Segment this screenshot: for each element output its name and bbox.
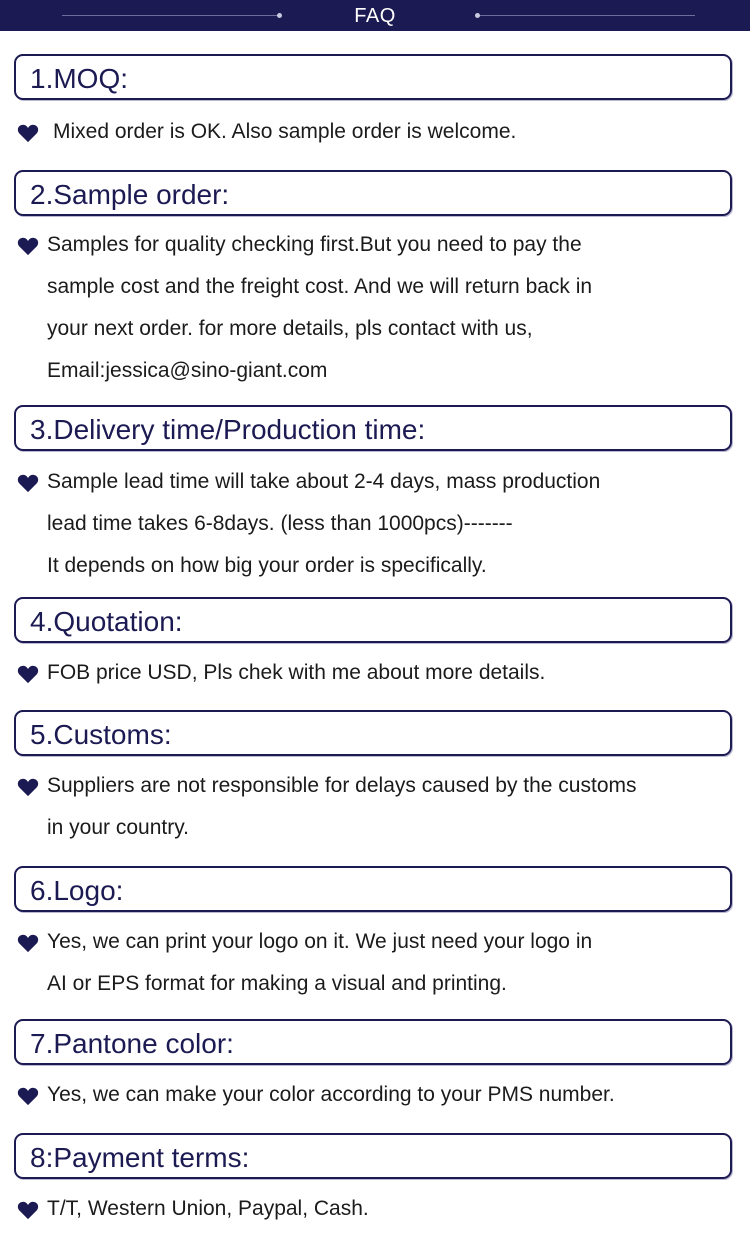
answer-line: Suppliers are not responsible for delays caused by the customs (47, 774, 637, 797)
heart-bullet-icon (17, 236, 39, 256)
section-title: 2.Sample order: (30, 179, 230, 210)
answer-pantone-color (47, 1074, 737, 1116)
answer-line: T/T, Western Union, Paypal, Cash. (47, 1197, 369, 1220)
section-heading-quotation (14, 597, 732, 643)
page-title: FAQ (354, 5, 396, 27)
answer-line: sample cost and the freight cost. And we will return back in (47, 275, 593, 298)
answer-sample-order (47, 224, 737, 392)
heart-bullet-icon (17, 777, 39, 797)
answer-line: Sample lead time will take about 2-4 days, mass production (47, 470, 601, 493)
heart-bullet-icon (17, 664, 39, 684)
section-heading-logo (14, 866, 732, 912)
answer-line: It depends on how big your order is specifically. (47, 554, 487, 577)
heart-bullet-icon (17, 1200, 39, 1220)
answer-line: lead time takes 6-8days. (less than 1000pcs)------- (47, 512, 513, 535)
section-title: 8:Payment terms: (30, 1142, 250, 1173)
answer-line: Yes, we can make your color according to your PMS number. (47, 1083, 615, 1106)
section-heading-delivery-time (14, 405, 732, 451)
answer-line: Yes, we can print your logo on it. We just need your logo in (47, 930, 593, 953)
section-heading-sample-order (14, 170, 732, 216)
answer-line: in your country. (47, 816, 190, 839)
answer-line: FOB price USD, Pls chek with me about more details. (47, 661, 546, 684)
answer-moq (53, 111, 743, 153)
section-title: 3.Delivery time/Production time: (30, 414, 426, 445)
header-rule-right (480, 15, 695, 16)
answer-quotation (47, 652, 737, 694)
heart-bullet-icon (17, 473, 39, 493)
section-title: 7.Pantone color: (30, 1028, 234, 1059)
answer-line: your next order. for more details, pls contact with us, (47, 317, 533, 340)
section-title: 1.MOQ: (30, 63, 129, 94)
section-heading-moq (14, 54, 732, 100)
section-title: 4.Quotation: (30, 606, 183, 637)
answer-line: Mixed order is OK. Also sample order is welcome. (53, 120, 517, 143)
section-heading-payment-terms (14, 1133, 732, 1179)
faq-header-bar (0, 0, 750, 31)
answer-line: Email:jessica@sino-giant.com (47, 359, 328, 382)
answer-payment-terms (47, 1188, 737, 1230)
answer-logo (47, 921, 737, 1005)
heart-bullet-icon (17, 933, 39, 953)
heart-bullet-icon (17, 123, 39, 143)
answer-line: Samples for quality checking first.But you need to pay the (47, 233, 582, 256)
answer-customs (47, 765, 737, 849)
answer-line: AI or EPS format for making a visual and printing. (47, 972, 507, 995)
section-heading-customs (14, 710, 732, 756)
section-heading-pantone-color (14, 1019, 732, 1065)
heart-bullet-icon (17, 1086, 39, 1106)
section-title: 6.Logo: (30, 875, 124, 906)
section-title: 5.Customs: (30, 719, 172, 750)
answer-delivery-time (47, 461, 737, 587)
